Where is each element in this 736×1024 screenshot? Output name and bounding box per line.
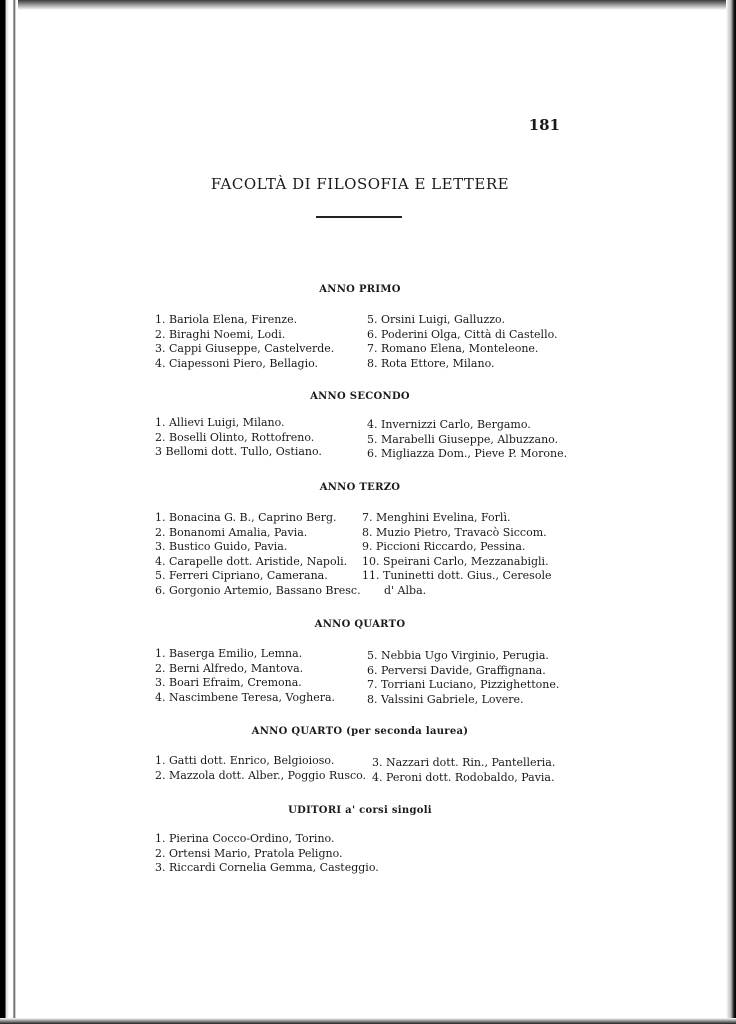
list-item: 3. Bustico Guido, Pavia. xyxy=(155,540,288,554)
section-heading-anno-terzo: ANNO TERZO xyxy=(319,482,401,493)
list-item: 8. Muzio Pietro, Travacò Siccom. xyxy=(362,525,547,539)
section-anno-quarto-left-column xyxy=(155,647,335,705)
list-item: 3. Riccardi Cornelia Gemma, Casteggio. xyxy=(155,861,379,875)
list-item: 6. Migliazza Dom., Pieve P. Morone. xyxy=(367,447,568,461)
list-item: 8. Rota Ettore, Milano. xyxy=(367,356,495,370)
list-item: 7. Torriani Luciano, Pizzighettone. xyxy=(367,678,560,692)
section-heading-anno-quarto: ANNO QUARTO xyxy=(314,619,406,630)
list-item: 5. Ferreri Cipriano, Camerana. xyxy=(155,569,328,583)
list-item: 4. Nascimbene Teresa, Voghera. xyxy=(155,690,336,704)
list-item: 11. Tuninetti dott. Gius., Ceresole xyxy=(362,569,552,583)
list-item: 2. Bonanomi Amalia, Pavia. xyxy=(155,525,308,539)
page-number: 181 xyxy=(528,116,560,134)
list-item: 5. Orsini Luigi, Galluzzo. xyxy=(367,313,505,326)
section-anno-secondo-right-column xyxy=(367,418,567,462)
list-item: 7. Romano Elena, Monteleone. xyxy=(367,342,539,356)
list-item: 2. Boselli Olinto, Rottofreno. xyxy=(155,430,315,444)
list-item: 5. Nebbia Ugo Virginio, Perugia. xyxy=(367,649,549,662)
section-heading-anno-secondo: ANNO SECONDO xyxy=(310,391,410,402)
section-seconda-laurea-left-column xyxy=(155,754,366,783)
list-item: 7. Menghini Evelina, Forlì. xyxy=(362,511,511,524)
section-anno-primo-right-column xyxy=(367,313,558,371)
scan-edge-top xyxy=(0,0,736,10)
list-item: 4. Carapelle dott. Aristide, Napoli. xyxy=(155,554,348,568)
list-item: 2. Berni Alfredo, Mantova. xyxy=(155,661,304,675)
list-item: 1. Pierina Cocco-Ordino, Torino. xyxy=(155,832,335,845)
page-title: FACOLTÀ DI FILOSOFIA E LETTERE xyxy=(210,175,510,193)
section-anno-primo-left-column xyxy=(155,313,334,371)
list-item: 1. Gatti dott. Enrico, Belgioioso. xyxy=(155,754,335,767)
list-item: 1. Allievi Luigi, Milano. xyxy=(155,416,285,429)
scan-edge-bottom xyxy=(0,1018,736,1024)
section-anno-terzo-left-column xyxy=(155,511,361,599)
list-item: 1. Bonacina G. B., Caprino Berg. xyxy=(155,511,337,524)
list-item: 9. Piccioni Riccardo, Pessina. xyxy=(362,540,526,554)
list-item: 2. Mazzola dott. Alber., Poggio Rusco. xyxy=(155,768,367,782)
list-item: 2. Ortensi Mario, Pratola Peligno. xyxy=(155,846,343,860)
list-item: 3. Boari Efraim, Cremona. xyxy=(155,676,302,690)
scan-edge-left xyxy=(0,0,18,1024)
list-item: 3. Cappi Giuseppe, Castelverde. xyxy=(155,342,335,356)
list-item: 2. Biraghi Noemi, Lodi. xyxy=(155,327,286,341)
list-item: 3. Nazzari dott. Rin., Pantelleria. xyxy=(372,756,556,769)
list-item: 6. Gorgonio Artemio, Bassano Bresc. xyxy=(155,583,361,597)
list-item: 1. Bariola Elena, Firenze. xyxy=(155,313,298,326)
section-anno-quarto-right-column xyxy=(367,649,559,707)
list-item: 10. Speirani Carlo, Mezzanabigli. xyxy=(362,554,549,568)
list-item: 5. Marabelli Giuseppe, Albuzzano. xyxy=(367,432,559,446)
list-item: 4. Invernizzi Carlo, Bergamo. xyxy=(367,418,531,431)
list-item: 4. Peroni dott. Rodobaldo, Pavia. xyxy=(372,770,555,784)
section-seconda-laurea-right-column xyxy=(372,756,555,785)
list-item: 6. Poderini Olga, Città di Castello. xyxy=(367,327,558,341)
list-item: 1. Baserga Emilio, Lemna. xyxy=(155,647,303,660)
scan-edge-right xyxy=(726,0,736,1024)
section-uditori-left-column xyxy=(155,832,379,876)
title-rule xyxy=(316,216,402,218)
section-heading-anno-primo: ANNO PRIMO xyxy=(319,284,401,295)
list-item-continuation: d' Alba. xyxy=(384,583,427,597)
section-heading-uditori: UDITORI a' corsi singoli xyxy=(288,805,432,816)
section-anno-terzo-right-column xyxy=(362,511,551,599)
list-item: 4. Ciapessoni Piero, Bellagio. xyxy=(155,356,319,370)
list-item: 6. Perversi Davide, Graffignana. xyxy=(367,663,546,677)
list-item: 3 Bellomi dott. Tullo, Ostiano. xyxy=(155,445,322,459)
section-anno-secondo-left-column xyxy=(155,416,322,460)
list-item: 8. Valssini Gabriele, Lovere. xyxy=(367,692,524,706)
section-heading-anno-quarto-seconda-laurea: ANNO QUARTO (per seconda laurea) xyxy=(251,726,469,737)
